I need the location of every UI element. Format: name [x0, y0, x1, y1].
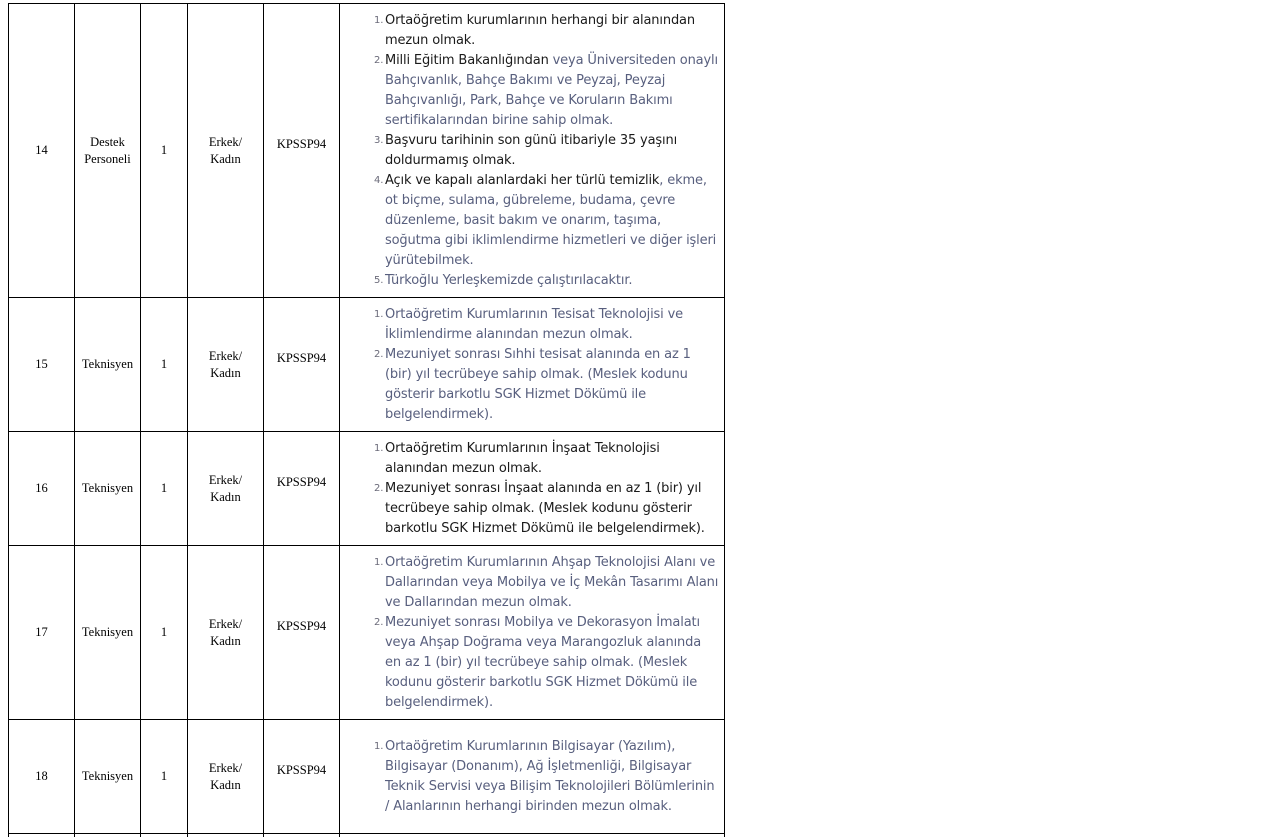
- position-title-cell: Teknisyen: [75, 432, 141, 546]
- table-row: [9, 720, 725, 834]
- position-title-cell: Teknisyen: [75, 720, 141, 834]
- requirements-cell: [340, 432, 725, 546]
- position-count-cell: 1: [141, 4, 188, 298]
- table-row: [9, 4, 725, 298]
- row-number-cell: 16: [9, 432, 75, 546]
- row-number-cell: 18: [9, 720, 75, 834]
- requirements-list: [340, 11, 724, 291]
- row-number-cell: 15: [9, 298, 75, 432]
- requirements-list: [340, 737, 724, 817]
- position-count-cell: 1: [141, 298, 188, 432]
- position-title-cell: Teknisyen: [75, 546, 141, 720]
- gender-cell: Erkek/ Kadın: [188, 720, 264, 834]
- row-number-cell: 14: [9, 4, 75, 298]
- score-type-cell: KPSSP94: [264, 432, 340, 546]
- position-count-cell: 1: [141, 546, 188, 720]
- position-count-cell: 1: [141, 432, 188, 546]
- requirements-cell: [340, 720, 725, 834]
- requirements-cell: [340, 4, 725, 298]
- requirement-item: Açık ve kapalı alanlardaki her türlü temizlik, ekme, ot biçme, sulama, gübreleme, budama, çevre düzenleme, basit bakım ve onarım, taşıma, soğutma gibi iklimlendirme hizmetleri ve diğer işleri yürütebilmek.: [385, 172, 717, 268]
- requirements-cell: [340, 546, 725, 720]
- requirements-cell: [340, 298, 725, 432]
- requirement-item: Ortaöğretim kurumlarının herhangi bir alanından mezun olmak.: [385, 12, 695, 48]
- requirement-item: Milli Eğitim Bakanlığından veya Üniversiteden onaylı Bahçıvanlık, Bahçe Bakımı ve Peyzaj, Peyzaj Bahçıvanlığı, Park, Bahçe ve Koruların Bakımı sertifikalarından birine sahip olmak.: [385, 52, 718, 128]
- requirement-item: Ortaöğretim Kurumlarının Ahşap Teknolojisi Alanı ve Dallarından veya Mobilya ve İç Mekân Tasarımı Alanı ve Dallarından mezun olmak.: [385, 554, 719, 610]
- score-type-cell: KPSSP94: [264, 298, 340, 432]
- requirement-item: Ortaöğretim Kurumlarının Tesisat Teknolojisi ve İklimlendirme alanından mezun olmak.: [385, 306, 684, 342]
- gender-cell: Erkek/ Kadın: [188, 298, 264, 432]
- score-type-cell: KPSSP94: [264, 720, 340, 834]
- score-type-cell: KPSSP94: [264, 546, 340, 720]
- requirement-item: Başvuru tarihinin son günü itibariyle 35 yaşını doldurmamış olmak.: [385, 132, 678, 168]
- position-title-cell: Teknisyen: [75, 298, 141, 432]
- table-row-partial: [9, 834, 725, 837]
- requirements-list: [340, 439, 724, 539]
- score-type-cell: KPSSP94: [264, 4, 340, 298]
- position-count-cell: 1: [141, 720, 188, 834]
- requirement-item: Ortaöğretim Kurumlarının Bilgisayar (Yazılım), Bilgisayar (Donanım), Ağ İşletmenliği, Bilgisayar Teknik Servisi veya Bilişim Teknolojileri Bölümlerinin / Alanlarının herhangi birinden mezun olmak.: [385, 738, 715, 814]
- position-title-cell: Destek Personeli: [75, 4, 141, 298]
- requirement-item: Mezuniyet sonrası İnşaat alanında en az 1 (bir) yıl tecrübeye sahip olmak. (Meslek kodunu gösterir barkotlu SGK Hizmet Dökümü ile belgelendirmek).: [385, 480, 705, 536]
- table-row: [9, 546, 725, 720]
- row-number-cell: 17: [9, 546, 75, 720]
- requirement-item: Mezuniyet sonrası Mobilya ve Dekorasyon İmalatı veya Ahşap Doğrama veya Marangozluk alanında en az 1 (bir) yıl tecrübeye sahip olmak. (Meslek kodunu gösterir barkotlu SGK Hizmet Dökümü ile belgelendirmek).: [385, 614, 702, 710]
- requirement-item: Ortaöğretim Kurumlarının İnşaat Teknolojisi alanından mezun olmak.: [385, 440, 660, 476]
- requirement-item: Türkoğlu Yerleşkemizde çalıştırılacaktır.: [385, 272, 633, 288]
- requirements-list: [340, 553, 724, 713]
- positions-table: [8, 3, 725, 837]
- requirements-list: [340, 305, 724, 425]
- table-row: [9, 298, 725, 432]
- gender-cell: Erkek/ Kadın: [188, 546, 264, 720]
- gender-cell: Erkek/ Kadın: [188, 4, 264, 298]
- requirement-item: Mezuniyet sonrası Sıhhi tesisat alanında en az 1 (bir) yıl tecrübeye sahip olmak. (Meslek kodunu gösterir barkotlu SGK Hizmet Dökümü ile belgelendirmek).: [385, 346, 691, 422]
- table-row: [9, 432, 725, 546]
- gender-cell: Erkek/ Kadın: [188, 432, 264, 546]
